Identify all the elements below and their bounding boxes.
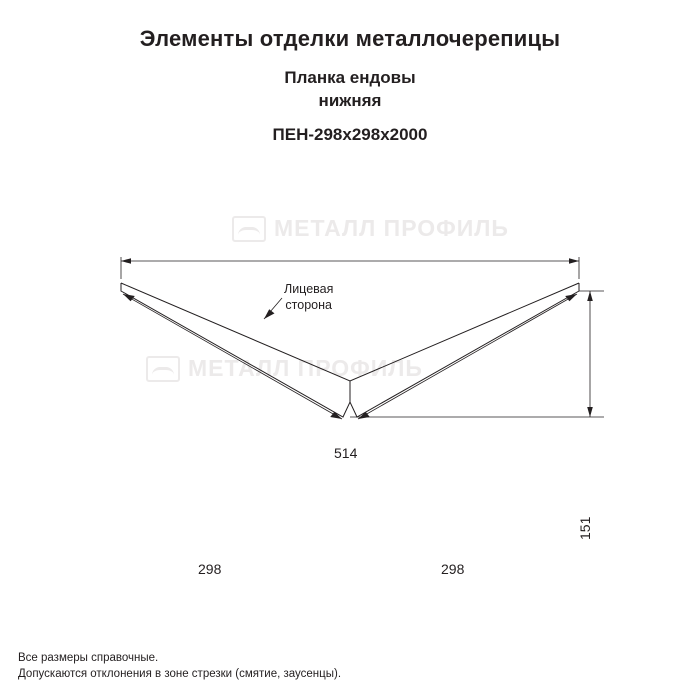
face-side-label [284, 281, 333, 313]
footer-note-2: Допускаются отклонения в зоне стрезки (смятие, заусенцы). [18, 668, 342, 680]
product-subtitle-line2: нижняя [318, 91, 382, 110]
title-block [0, 26, 700, 145]
footer-notes [18, 650, 341, 682]
footer-note-1: Все размеры справочные. [18, 652, 159, 664]
product-subtitle [0, 66, 700, 112]
dimension-298-left: 298 [198, 561, 222, 577]
arrow-right-514 [569, 258, 579, 264]
dimension-514: 514 [334, 445, 358, 461]
watermark-text: МЕТАЛЛ ПРОФИЛЬ [188, 355, 423, 381]
product-subtitle-line1: Планка ендовы [284, 68, 416, 87]
product-code: ПЕН-298х298х2000 [272, 125, 428, 144]
drawing-svg [0, 195, 700, 475]
dimension-151: 151 [577, 516, 593, 540]
arrow-left-514 [121, 258, 131, 264]
arrow-top-151 [587, 291, 593, 301]
dimension-298-right: 298 [441, 561, 465, 577]
page-title: Элементы отделки металлочерепицы [139, 26, 561, 51]
face-side-label-line1: Лицевая [284, 282, 334, 296]
technical-drawing [0, 195, 700, 577]
arrow-start-298-left [123, 294, 135, 301]
arrow-bottom-151 [587, 407, 593, 417]
dim-line-298-right [358, 294, 577, 419]
arrow-end-298-right [565, 294, 577, 301]
leader-arrow-face [264, 309, 275, 319]
watermark-text: МЕТАЛЛ ПРОФИЛЬ [274, 215, 509, 241]
face-side-label-line2: сторона [285, 298, 332, 312]
